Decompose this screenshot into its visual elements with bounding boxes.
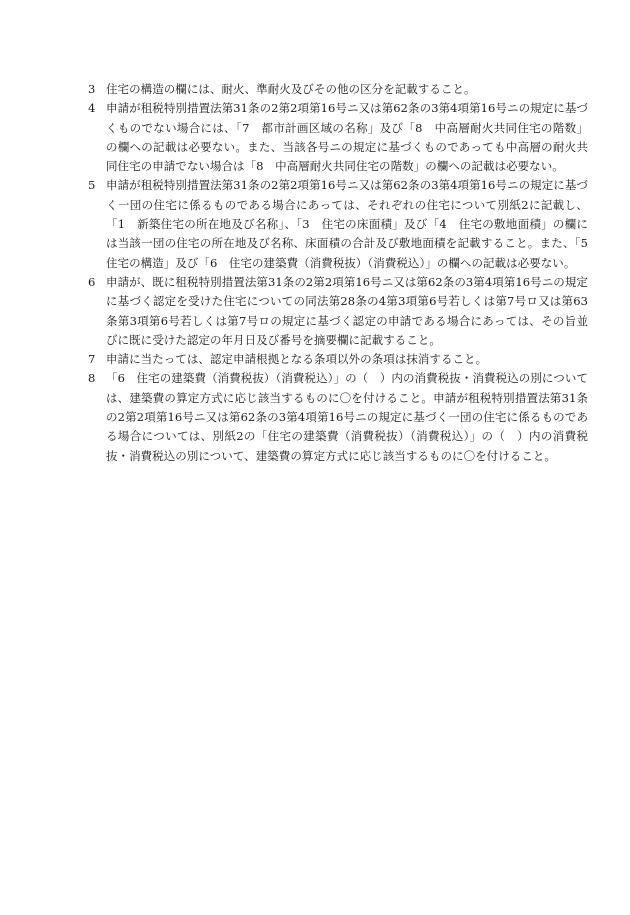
note-text: 申請が、既に租税特別措置法第31条の2第2項第16号ニ又は第62条の3第4項第16号ニの規定に基づく認定を受けた住宅についての同法第28条の4第3項第6号若しくは第7号ロ又は第63条第3項第6号若しくは第7号ロの規定に基づく認定の申請である場合にあっては、その旨並びに既に受けた認定の年月日及び番号を摘要欄に記載すること。 [106, 274, 588, 347]
note-text: 申請に当たっては、認定申請根拠となる条項以外の条項は抹消すること。 [106, 352, 488, 367]
note-text: 住宅の構造の欄には、耐火、準耐火及びその他の区分を記載すること。 [106, 82, 476, 96]
note-text: 申請が租税特別措置法第31条の2第2項第16号ニ又は第62条の3第4項第16号ニの規定に基づくものでない場合には、「7 都市計画区域の名称」及び「8 中高層耐火共同住宅の階数」の欄への記載は必要ない。また、当該各号ニの規定に基づくものであっても中高層の耐火共同住宅の申請でない場合は「8 中高層耐火共同住宅の階数」の欄への記載は必要ない。 [106, 101, 588, 174]
note-item-5 [88, 176, 600, 272]
note-number: 6 [88, 274, 96, 289]
note-item-7 [88, 350, 588, 369]
note-item-3 [88, 80, 588, 99]
note-item-4 [88, 99, 588, 176]
note-text: 申請が租税特別措置法第31条の2第2項第16号ニ又は第62条の3第4項第16号ニの規定に基づく一団の住宅に係るものである場合にあっては、それぞれの住宅について別紙2に記載し、「1 新築住宅の所在地及び名称」、「3 住宅の床面積」及び「4 住宅の敷地面積」の欄には当該一団の住宅の所在地及び名称、床面積の合計及び敷地面積を記載すること。また、「5 住宅の構造」及び「6 住宅の建築費（消費税抜）（消費税込）」の欄への記載は必要ない。 [106, 178, 600, 270]
note-item-6 [88, 273, 588, 350]
note-number: 4 [88, 101, 96, 116]
note-text: 「6 住宅の建築費（消費税抜）（消費税込）」の（ ）内の消費税抜・消費税込の別については、建築費の算定方式に応じ該当するものに〇を付けること。申請が租税特別措置法第31条の2第2項第16号ニ又は第62条の3第4項第16号ニの規定に基づく一団の住宅に係るものである場合については、別紙2の「住宅の建築費（消費税抜）（消費税込）」の（ ）内の消費税抜・消費税込の別について、建築費の算定方式に応じ該当するものに〇を付けること。 [106, 371, 588, 463]
note-number: 8 [88, 371, 96, 386]
notes-list [88, 80, 600, 466]
note-number: 7 [88, 352, 96, 367]
note-item-8 [88, 369, 588, 465]
note-number: 3 [88, 82, 96, 96]
note-number: 5 [88, 178, 96, 193]
